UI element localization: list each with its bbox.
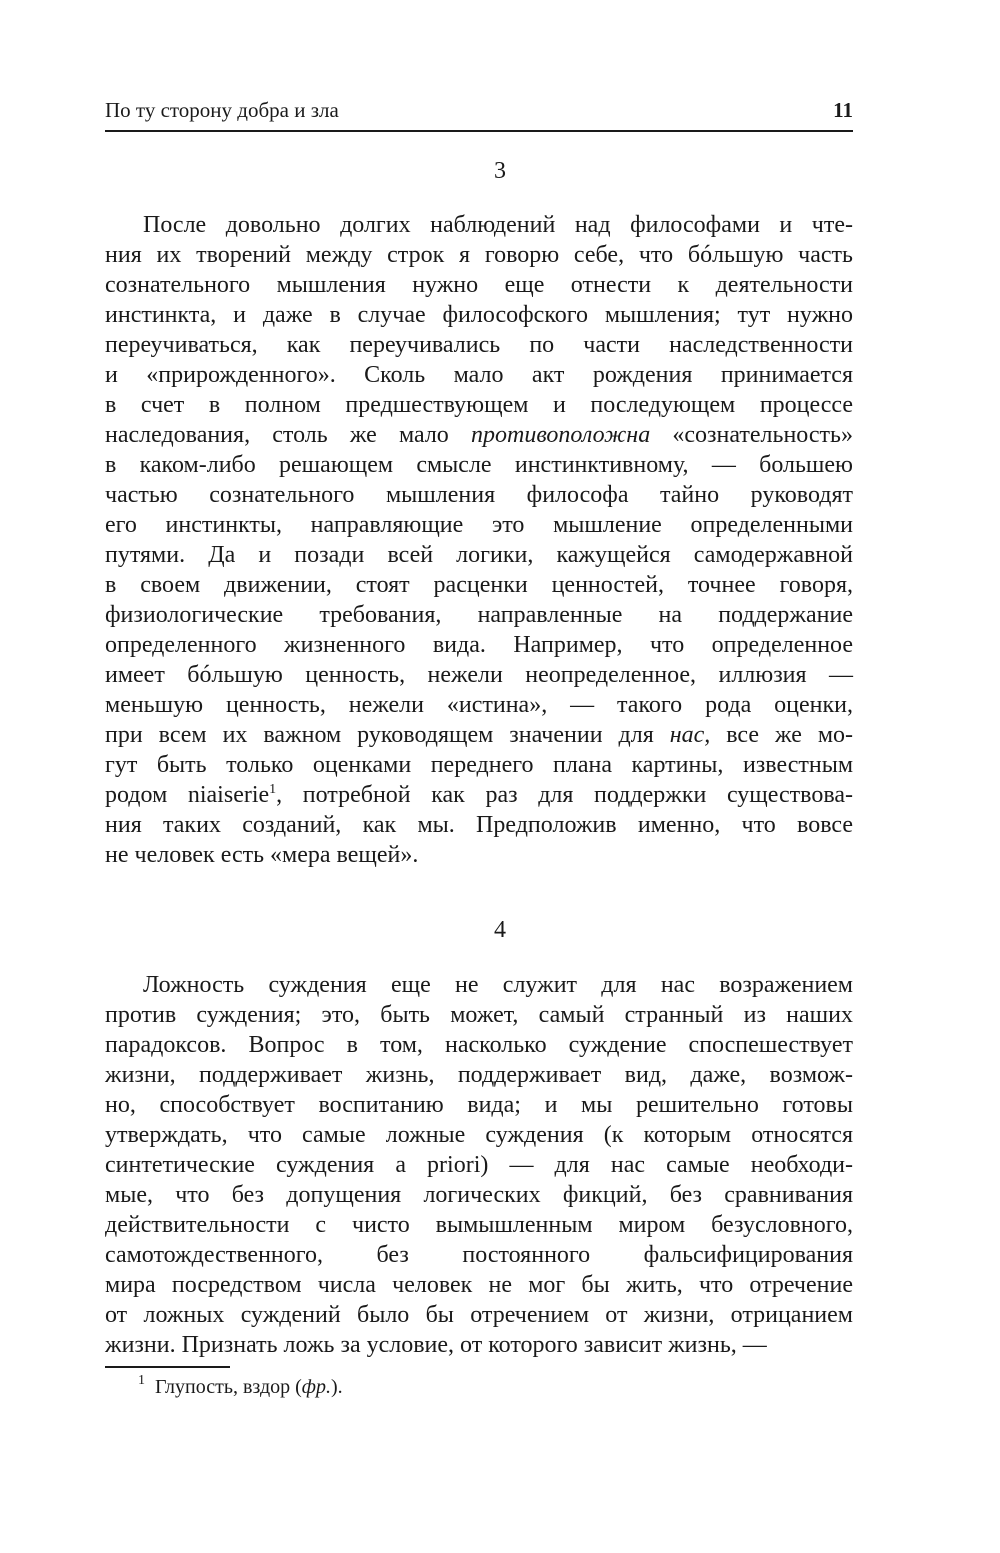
text-segment: не человек есть «мера вещей». xyxy=(105,842,419,868)
text-line xyxy=(105,1270,853,1300)
footnote-italic: фр. xyxy=(301,1376,331,1398)
text-segment: все же мо- xyxy=(710,722,854,748)
text-segment: жизни, поддерживает жизнь, поддерживает вид, даже, возмож- xyxy=(105,1062,853,1088)
text-line xyxy=(105,420,853,450)
text-line xyxy=(105,1150,853,1180)
section-number-3: 3 xyxy=(494,158,506,184)
text-segment: жизни. Признать ложь за условие, от которого зависит жизнь, — xyxy=(105,1332,767,1358)
text-line xyxy=(105,570,853,600)
text-segment: ния их творений между строк я говорю себе, что бóльшую часть xyxy=(105,242,853,268)
text-segment: и «прирожденного». Сколь мало акт рождения принимается xyxy=(105,362,853,388)
text-line xyxy=(105,780,853,810)
text-line xyxy=(105,600,853,630)
text-segment: утверждать, что самые ложные суждения (к которым относятся xyxy=(105,1122,853,1148)
text-line xyxy=(105,360,853,390)
text-segment: , потребной как раз для поддержки существова- xyxy=(276,782,853,808)
text-line xyxy=(105,1330,853,1360)
text-segment: действительности с чисто вымышленным миром безусловного, xyxy=(105,1212,853,1238)
text-line xyxy=(105,240,853,270)
text-line xyxy=(105,480,853,510)
text-line xyxy=(105,540,853,570)
text-segment: мые, что без допущения логических фикций, без сравнивания xyxy=(105,1182,853,1208)
text-line xyxy=(105,630,853,660)
text-line xyxy=(105,330,853,360)
text-segment: Ложность суждения еще не служит для нас возражением xyxy=(143,972,853,998)
text-segment: путями. Да и позади всей логики, кажущейся самодержавной xyxy=(105,542,853,568)
text-segment: «сознательность» xyxy=(650,422,853,448)
text-line xyxy=(105,660,853,690)
footnote-text: Глупость, вздор ( xyxy=(155,1376,302,1398)
text-line xyxy=(105,1090,853,1120)
emphasis-text: противоположна xyxy=(470,422,651,448)
footnote-reference: 1 xyxy=(269,782,277,797)
text-segment: от ложных суждений было бы отречением от жизни, отрицанием xyxy=(105,1302,853,1328)
text-line xyxy=(105,720,853,750)
text-line xyxy=(105,1000,853,1030)
text-segment: физиологические требования, направленные на поддержание xyxy=(105,602,853,628)
text-segment: сознательного мышления нужно еще отнести к деятельности xyxy=(105,272,853,298)
text-line xyxy=(105,450,853,480)
footnote-text-end: ). xyxy=(331,1376,343,1398)
text-line xyxy=(105,270,853,300)
text-line xyxy=(105,1030,853,1060)
text-line xyxy=(105,1060,853,1090)
text-line xyxy=(105,810,853,840)
text-segment: меньшую ценность, нежели «истина», — такого рода оценки, xyxy=(105,692,853,718)
text-segment: мира посредством числа человек не мог бы жить, что отречение xyxy=(105,1272,853,1298)
text-segment: в своем движении, стоят расценки ценностей, точнее говоря, xyxy=(105,572,853,598)
running-title: По ту сторону добра и зла xyxy=(105,98,339,122)
text-line xyxy=(105,690,853,720)
section-number-4: 4 xyxy=(494,917,506,943)
text-line xyxy=(105,1180,853,1210)
text-line xyxy=(105,1210,853,1240)
text-line xyxy=(105,300,853,330)
page-number: 11 xyxy=(833,98,853,122)
text-segment: синтетические суждения a priori) — для нас самые необходи- xyxy=(105,1152,853,1178)
text-segment: определенного жизненного вида. Например, что определенное xyxy=(105,632,853,658)
text-segment: в каком-либо решающем смысле инстинктивному, — большею xyxy=(105,452,853,478)
text-segment: родом niaiserie xyxy=(105,782,270,808)
text-segment: наследования, столь же мало xyxy=(105,422,471,448)
emphasis-text: нас, xyxy=(669,722,711,748)
text-line xyxy=(105,390,853,420)
text-segment: его инстинкты, направляющие это мышление определенными xyxy=(105,512,853,538)
text-segment: имеет бóльшую ценность, нежели неопределенное, иллюзия — xyxy=(105,662,853,688)
footnote-divider xyxy=(105,1366,230,1368)
text-segment: но, способствует воспитанию вида; и мы решительно готовы xyxy=(105,1092,853,1118)
text-segment: парадоксов. Вопрос в том, насколько суждение споспешествует xyxy=(105,1032,853,1058)
text-line xyxy=(105,1300,853,1330)
text-segment: самотождественного, без постоянного фальсифицирования xyxy=(105,1242,853,1268)
text-segment: переучиваться, как переучивались по части наследственности xyxy=(105,332,853,358)
footnote xyxy=(138,1373,343,1399)
text-segment: После довольно долгих наблюдений над философами и чте- xyxy=(143,212,853,238)
text-segment: против суждения; это, быть может, самый странный из наших xyxy=(105,1002,853,1028)
text-line xyxy=(105,210,853,240)
text-line xyxy=(105,1120,853,1150)
text-segment: гут быть только оценками переднего плана картины, известным xyxy=(105,752,853,778)
text-line xyxy=(105,840,853,870)
running-header xyxy=(105,98,853,132)
text-line xyxy=(105,970,853,1000)
text-segment: при всем их важном руководящем значении для xyxy=(105,722,670,748)
text-segment: ния таких созданий, как мы. Предположив именно, что вовсе xyxy=(105,812,853,838)
text-segment: в счет в полном предшествующем и последующем процессе xyxy=(105,392,853,418)
paragraph-section-3 xyxy=(105,210,853,870)
text-line xyxy=(105,750,853,780)
text-line xyxy=(105,510,853,540)
text-line xyxy=(105,1240,853,1270)
text-segment: инстинкта, и даже в случае философского мышления; тут нужно xyxy=(105,302,853,328)
paragraph-section-4 xyxy=(105,970,853,1360)
footnote-marker: 1 xyxy=(138,1373,145,1388)
text-segment: частью сознательного мышления философа тайно руководят xyxy=(105,482,853,508)
